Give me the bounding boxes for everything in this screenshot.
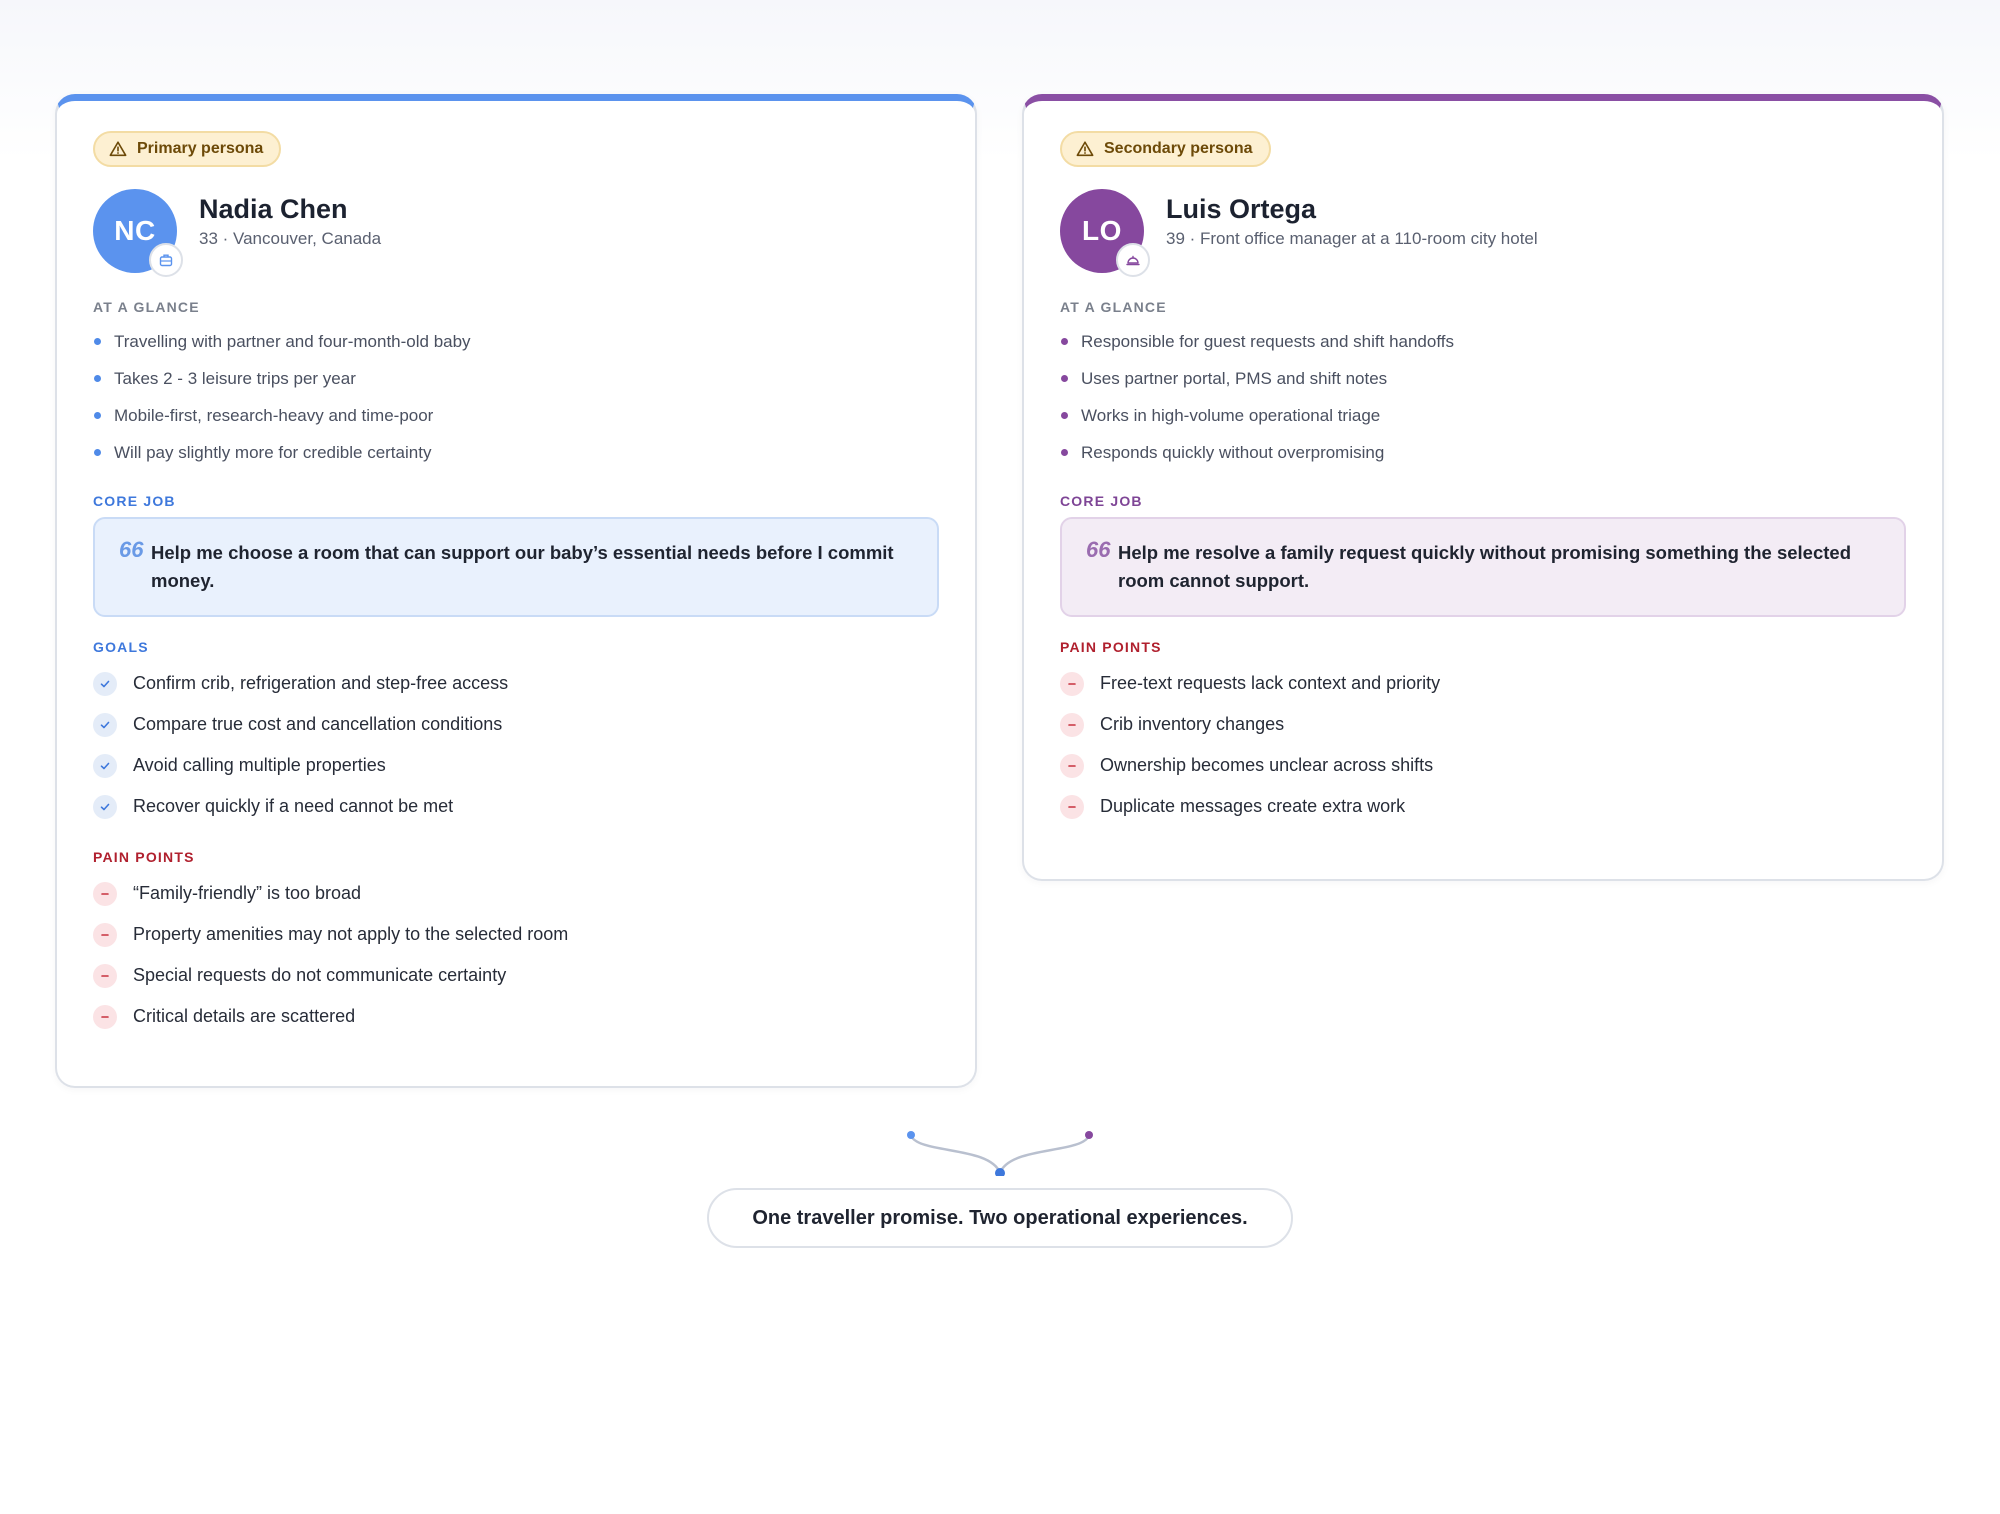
- goal-item: [93, 704, 939, 745]
- minus-icon: [1060, 795, 1084, 819]
- warning-icon: [109, 140, 127, 158]
- persona-identity: [1060, 189, 1906, 273]
- goal-text: Avoid calling multiple properties: [133, 755, 386, 775]
- luggage-icon: [149, 243, 183, 277]
- goal-text: Confirm crib, refrigeration and step-free access: [133, 673, 509, 693]
- tagline: One traveller promise. Two operational experiences.: [707, 1188, 1293, 1248]
- quote-icon: 66: [1086, 537, 1111, 562]
- secondary-persona-badge: [1060, 131, 1271, 167]
- avatar-initials: NC: [114, 215, 156, 246]
- pain-point-text: Ownership becomes unclear across shifts: [1100, 755, 1434, 775]
- persona-name: Luis Ortega: [1166, 194, 1317, 224]
- minus-icon: [93, 1005, 117, 1029]
- goals-list: [93, 663, 939, 827]
- secondary-persona-card: [1022, 94, 1944, 881]
- service-bell-icon: [1116, 243, 1150, 277]
- pain-points-list: [93, 873, 939, 1037]
- pain-points-heading: PAIN POINTS: [93, 849, 195, 865]
- glance-heading: AT A GLANCE: [93, 299, 200, 315]
- check-icon: [93, 713, 117, 737]
- minus-icon: [93, 882, 117, 906]
- goal-item: [93, 745, 939, 786]
- persona-meta: 33 · Vancouver, Canada: [199, 229, 382, 248]
- persona-connector: [900, 1126, 1100, 1176]
- glance-list: [1060, 323, 1906, 471]
- core-job-text: Help me resolve a family request quickly without promising something the selected room cannot support.: [1118, 542, 1851, 591]
- core-job-text: Help me choose a room that can support our baby’s essential needs before I commit money.: [151, 542, 894, 591]
- persona-identity: [93, 189, 939, 273]
- pain-point-item: [93, 914, 939, 955]
- check-icon: [93, 672, 117, 696]
- persona-meta: 39 · Front office manager at a 110-room city hotel: [1166, 229, 1538, 248]
- check-icon: [93, 795, 117, 819]
- pain-point-item: [1060, 663, 1906, 704]
- list-item: Takes 2 - 3 leisure trips per year: [93, 360, 939, 397]
- core-job-heading: CORE JOB: [1060, 493, 1143, 509]
- pain-point-item: [93, 873, 939, 914]
- pain-point-text: Free-text requests lack context and priority: [1100, 673, 1441, 693]
- pain-point-text: Critical details are scattered: [133, 1006, 356, 1026]
- pain-points-heading: PAIN POINTS: [1060, 639, 1162, 655]
- pain-points-list: [1060, 663, 1906, 827]
- list-item: Responds quickly without overpromising: [1060, 434, 1906, 471]
- pain-point-text: Special requests do not communicate certainty: [133, 965, 507, 985]
- avatar: [1060, 189, 1144, 273]
- minus-icon: [93, 923, 117, 947]
- core-job-quote: [1060, 517, 1906, 617]
- badge-label: Primary persona: [137, 140, 264, 157]
- goal-text: Recover quickly if a need cannot be met: [133, 796, 454, 816]
- list-item: Works in high-volume operational triage: [1060, 397, 1906, 434]
- persona-name: Nadia Chen: [199, 194, 348, 224]
- minus-icon: [93, 964, 117, 988]
- pain-point-item: [1060, 786, 1906, 827]
- minus-icon: [1060, 713, 1084, 737]
- glance-heading: AT A GLANCE: [1060, 299, 1167, 315]
- list-item: Responsible for guest requests and shift handoffs: [1060, 323, 1906, 360]
- warning-icon: [1076, 140, 1094, 158]
- goal-item: [93, 786, 939, 827]
- primary-persona-card: [55, 94, 977, 1088]
- pain-point-text: Duplicate messages create extra work: [1100, 796, 1406, 816]
- pain-point-text: Property amenities may not apply to the selected room: [133, 924, 569, 944]
- primary-persona-badge: [93, 131, 281, 167]
- glance-list: [93, 323, 939, 471]
- badge-label: Secondary persona: [1104, 140, 1253, 157]
- pain-point-item: [93, 996, 939, 1037]
- avatar-initials: LO: [1082, 215, 1122, 246]
- minus-icon: [1060, 672, 1084, 696]
- quote-icon: 66: [119, 537, 144, 562]
- pain-point-text: Crib inventory changes: [1100, 714, 1285, 734]
- list-item: Mobile-first, research-heavy and time-poor: [93, 397, 939, 434]
- goal-item: [93, 663, 939, 704]
- list-item: Travelling with partner and four-month-old baby: [93, 323, 939, 360]
- pain-point-item: [1060, 745, 1906, 786]
- core-job-heading: CORE JOB: [93, 493, 176, 509]
- pain-point-item: [1060, 704, 1906, 745]
- connector-dot-left: [907, 1131, 915, 1139]
- pain-point-text: “Family-friendly” is too broad: [133, 883, 362, 903]
- connector-dot-right: [1085, 1131, 1093, 1139]
- check-icon: [93, 754, 117, 778]
- connector-dot-center: [995, 1168, 1005, 1176]
- goal-text: Compare true cost and cancellation conditions: [133, 714, 503, 734]
- pain-point-item: [93, 955, 939, 996]
- avatar: [93, 189, 177, 273]
- goals-heading: GOALS: [93, 639, 149, 655]
- minus-icon: [1060, 754, 1084, 778]
- list-item: Will pay slightly more for credible certainty: [93, 434, 939, 471]
- core-job-quote: [93, 517, 939, 617]
- list-item: Uses partner portal, PMS and shift notes: [1060, 360, 1906, 397]
